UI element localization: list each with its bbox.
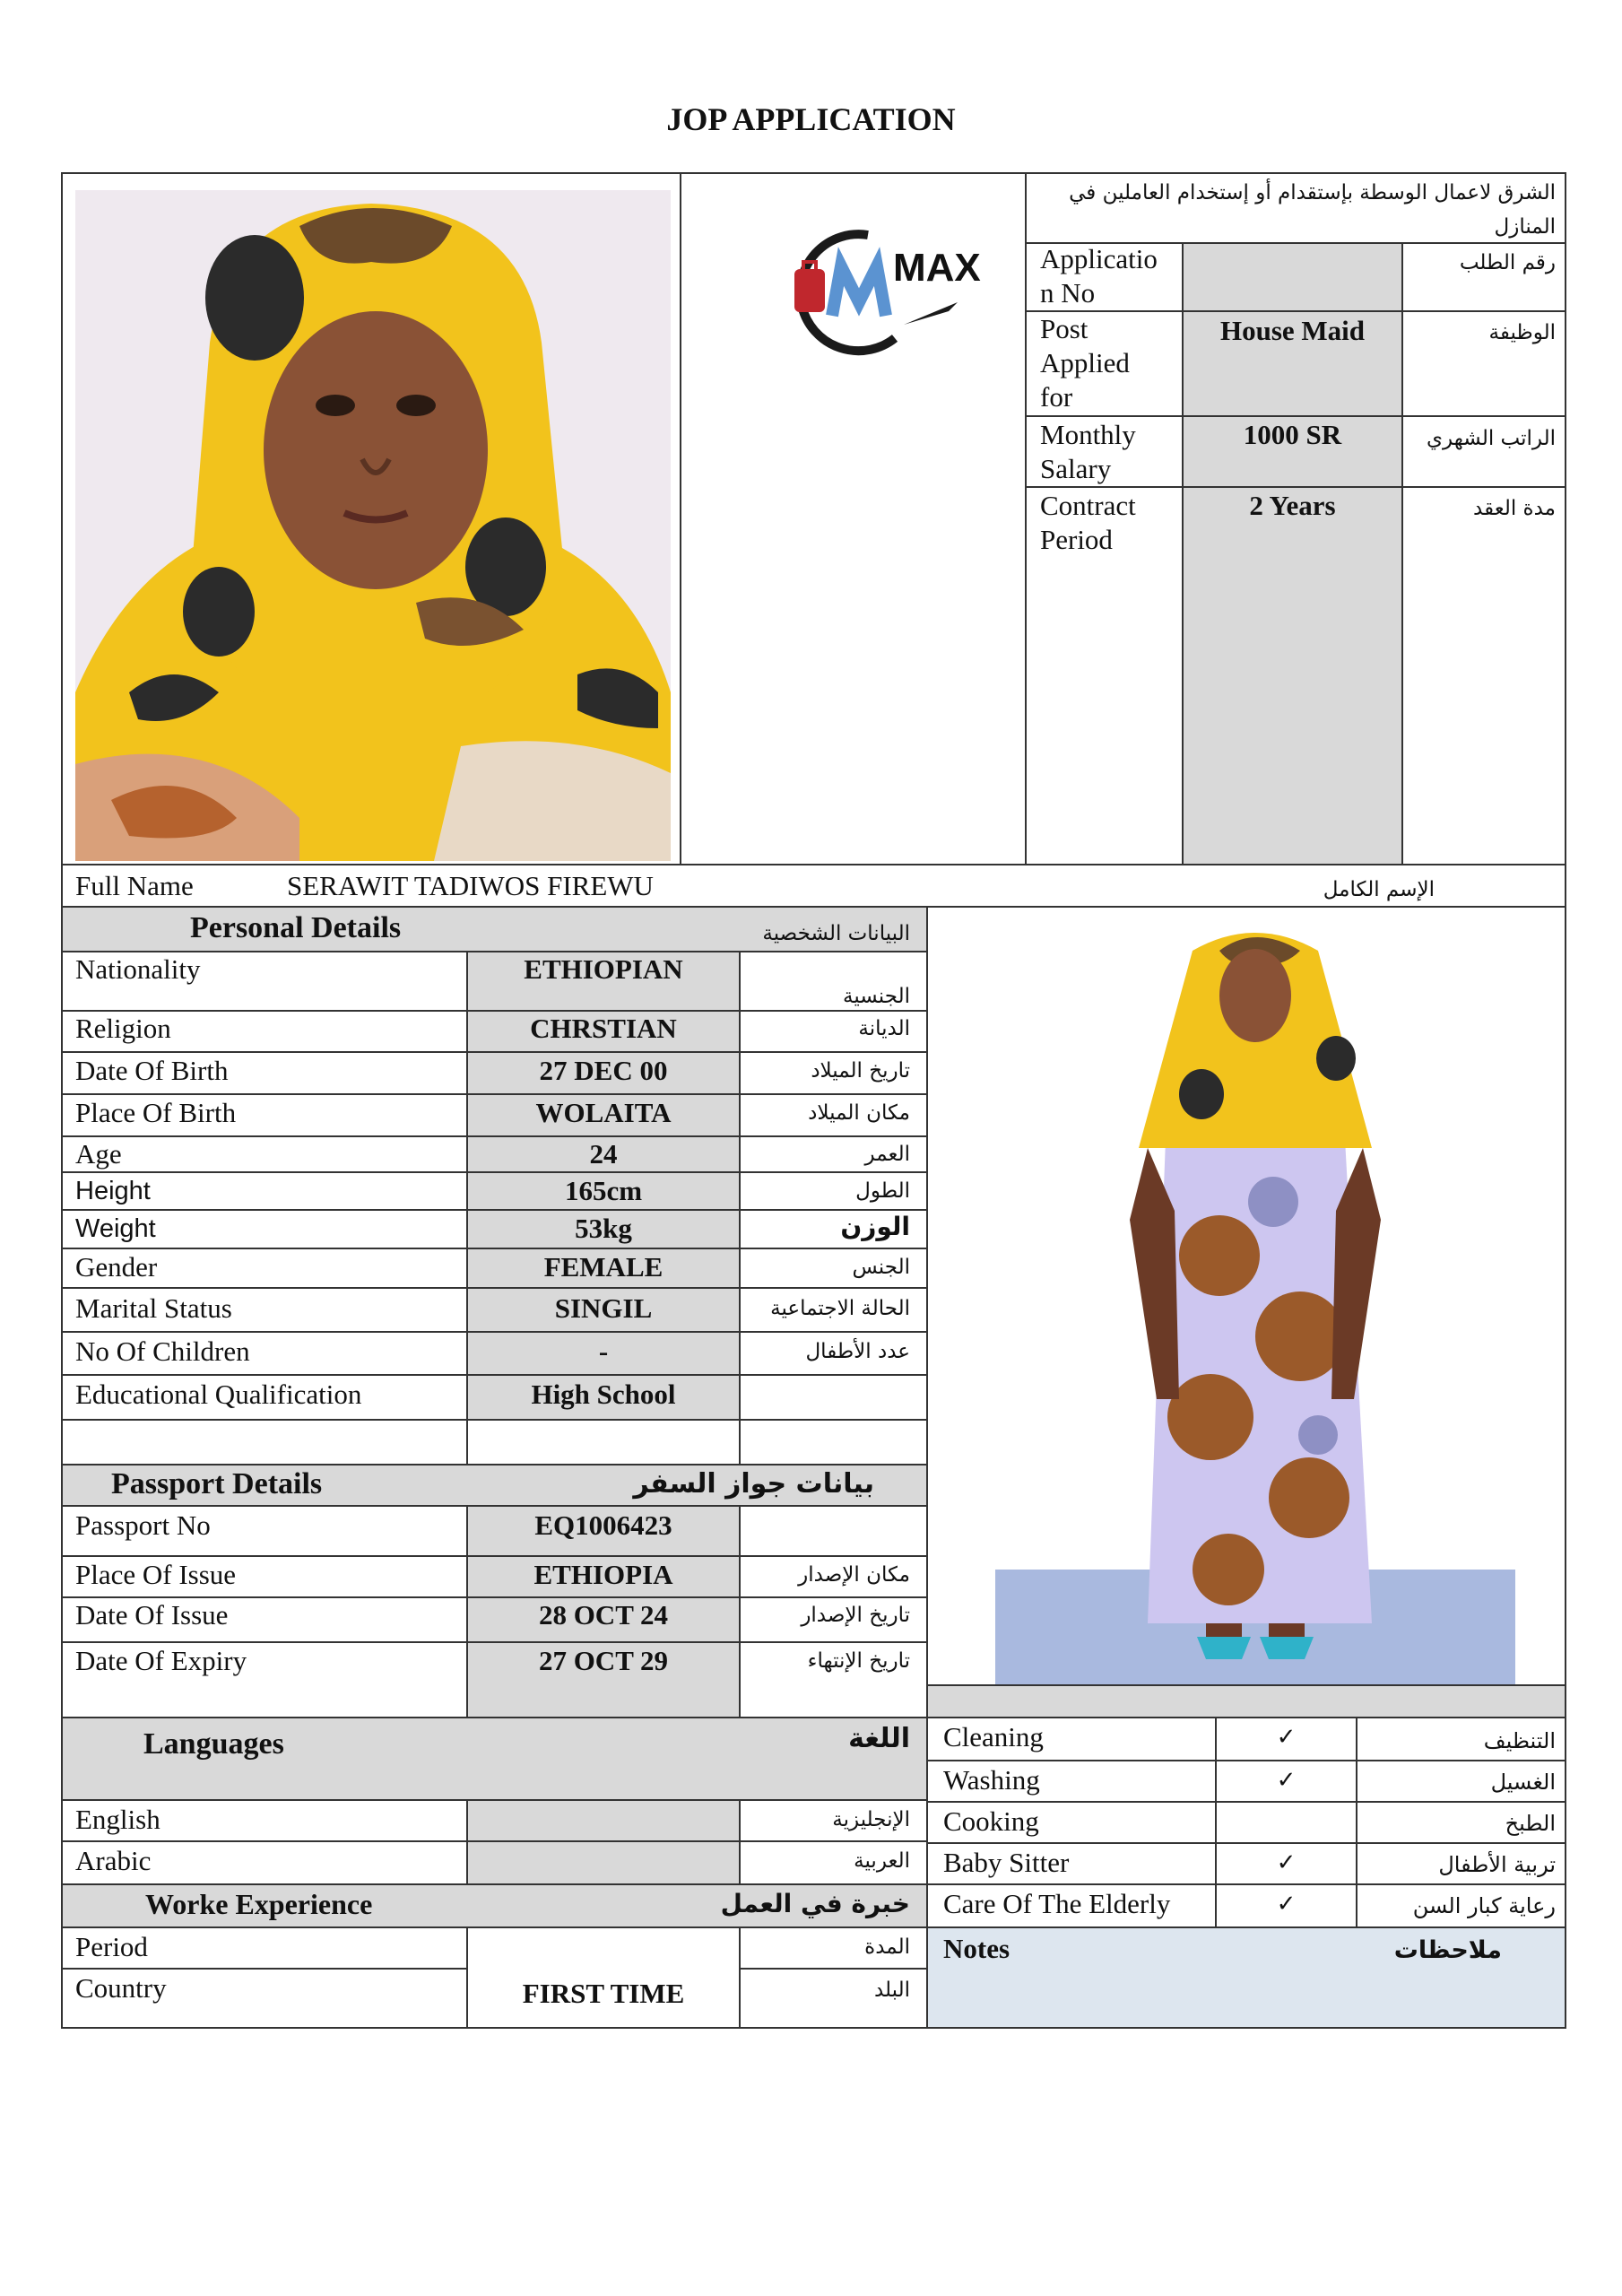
table-row-label: Place Of Issue (75, 1559, 237, 1590)
table-row-value: 53kg (575, 1213, 632, 1244)
monthly-salary-value: 1000 SR (1243, 419, 1342, 450)
full-body-illustration (995, 915, 1515, 1686)
experience-row-label: Country (75, 1972, 167, 2004)
table-row-label-ar: الديانة (858, 1017, 910, 1040)
skill-label: Cleaning (943, 1721, 1044, 1752)
post-applied-label-ar: الوظيفة (1488, 321, 1556, 344)
passport-details-title-ar: بيانات جواز السفر (633, 1468, 874, 1500)
table-row-value: CHRSTIAN (530, 1013, 677, 1044)
table-row-label-ar: الوزن (840, 1212, 910, 1241)
table-row-label: Educational Qualification (75, 1378, 362, 1410)
contract-period-value: 2 Years (1249, 490, 1336, 521)
table-row-value: ETHIOPIAN (524, 953, 683, 985)
table-row-label: Date Of Birth (75, 1055, 229, 1086)
table-row-label-ar: العمر (864, 1143, 910, 1166)
language-row-label-ar: العربية (854, 1849, 910, 1873)
post-applied-label: Post Applied for (1040, 313, 1130, 413)
table-row-label-ar: الجنسية (843, 985, 910, 1008)
languages-title: Languages (143, 1727, 284, 1761)
skill-check: ✓ (1276, 1891, 1297, 1918)
skill-label-ar: التنظيف (1483, 1728, 1556, 1753)
notes-label-ar: ملاحظات (1393, 1936, 1502, 1964)
experience-row-label: Period (75, 1931, 148, 1962)
skill-check: ✓ (1276, 1767, 1297, 1794)
skill-label-ar: تربية الأطفال (1438, 1852, 1556, 1877)
personal-details-title: Personal Details (190, 911, 402, 944)
table-row-label: Passport No (75, 1509, 211, 1541)
monthly-salary-label-ar: الراتب الشهري (1427, 427, 1556, 450)
table-row-value: 28 OCT 24 (538, 1599, 669, 1631)
portrait-photo (75, 190, 671, 861)
table-row-value: ETHIOPIA (533, 1559, 673, 1590)
table-row-label-ar: مكان الإصدار (798, 1563, 910, 1587)
table-row-label-ar: الطول (855, 1179, 910, 1203)
table-row-value: SINGIL (554, 1292, 653, 1324)
table-row-label-ar: عدد الأطفال (805, 1340, 910, 1363)
table-row-value: 27 DEC 00 (539, 1055, 668, 1086)
table-row-value: - (598, 1335, 609, 1367)
table-row-label: No Of Children (75, 1335, 250, 1367)
application-no-label: Applicatio n No (1040, 243, 1158, 309)
table-row-label-ar: تاريخ الإصدار (801, 1604, 910, 1627)
skill-label: Washing (943, 1764, 1040, 1796)
experience-title-ar: خبرة في العمل (720, 1889, 910, 1918)
table-row-value: WOLAITA (535, 1097, 672, 1128)
table-row-label: Date Of Issue (75, 1599, 229, 1631)
passport-details-title: Passport Details (111, 1467, 323, 1500)
table-row-label: Height (75, 1177, 151, 1205)
experience-value: FIRST TIME (522, 1978, 685, 2009)
table-row-label: Religion (75, 1013, 171, 1044)
language-row-label: Arabic (75, 1845, 152, 1876)
table-row-label: Age (75, 1138, 122, 1170)
portrait-illustration (75, 190, 671, 861)
table-row-label-ar: مكان الميلاد (808, 1101, 910, 1125)
table-row-label-ar: تاريخ الإنتهاء (807, 1649, 910, 1673)
experience-title: Worke Experience (145, 1888, 373, 1920)
notes-label: Notes (943, 1933, 1010, 1964)
table-row-value: EQ1006423 (534, 1509, 672, 1541)
full-name-label-ar: الإسم الكامل (1323, 878, 1435, 901)
skill-label-ar: الطبخ (1505, 1811, 1556, 1836)
monthly-salary-label: Monthly Salary (1040, 419, 1136, 484)
table-row-label: Weight (75, 1214, 156, 1243)
table-row-value: High School (531, 1378, 676, 1410)
table-row-value: 24 (589, 1138, 618, 1170)
table-row-value: 165cm (564, 1175, 643, 1206)
table-row-label: Nationality (75, 953, 201, 985)
agency-name-ar: الشرق لاعمال الوسطة بإستقدام أو إستخدام العاملين في المنازل (1069, 181, 1556, 239)
table-row-label-ar: الجنس (852, 1256, 910, 1279)
table-row-label-ar: الحالة الاجتماعية (770, 1297, 910, 1320)
full-body-photo (995, 915, 1515, 1686)
full-name-label: Full Name (75, 870, 194, 901)
personal-details-title-ar: البيانات الشخصية (762, 922, 910, 945)
logo-text: MAX (893, 246, 981, 290)
post-applied-value: House Maid (1219, 315, 1366, 346)
skill-label-ar: الغسيل (1490, 1770, 1556, 1795)
language-row-label-ar: الإنجليزية (832, 1808, 910, 1831)
table-row-value: 27 OCT 29 (538, 1645, 669, 1676)
page-title: JOP APPLICATION (666, 101, 956, 137)
experience-row-label-ar: البلد (873, 1979, 910, 2002)
full-name-value: SERAWIT TADIWOS FIREWU (287, 870, 654, 901)
skill-label: Care Of The Elderly (943, 1888, 1171, 1919)
table-row-label: Gender (75, 1251, 158, 1283)
language-row-label: English (75, 1804, 160, 1835)
skill-label-ar: رعاية كبار السن (1412, 1893, 1556, 1918)
languages-title-ar: اللغة (848, 1723, 910, 1754)
agency-logo (769, 217, 984, 361)
table-row-label: Marital Status (75, 1292, 232, 1324)
skill-label: Cooking (943, 1805, 1039, 1837)
table-row-label-ar: تاريخ الميلاد (811, 1059, 910, 1083)
skill-check: ✓ (1276, 1849, 1297, 1876)
table-row-label: Date Of Expiry (75, 1645, 247, 1676)
contract-period-label-ar: مدة العقد (1473, 497, 1556, 520)
experience-row-label-ar: المدة (864, 1935, 910, 1959)
skill-check: ✓ (1276, 1724, 1297, 1751)
skill-label: Baby Sitter (943, 1847, 1070, 1878)
application-no-label-ar: رقم الطلب (1459, 251, 1556, 274)
table-row-label: Place Of Birth (75, 1097, 237, 1128)
contract-period-label: Contract Period (1040, 490, 1136, 555)
table-row-value: FEMALE (543, 1251, 664, 1283)
